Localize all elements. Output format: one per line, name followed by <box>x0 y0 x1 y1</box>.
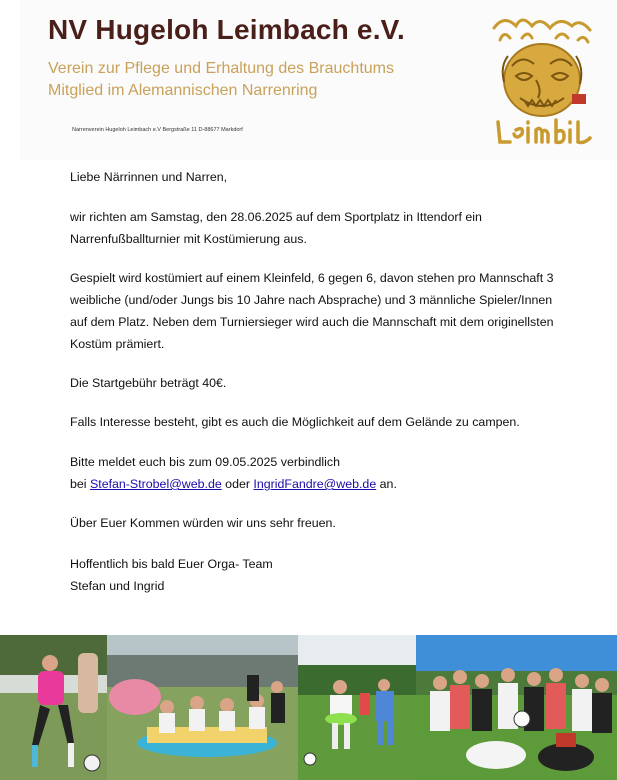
greeting: Liebe Närrinnen und Narren, <box>70 170 228 184</box>
closing-line-1: Hoffentlich bis bald Euer Orga- Team <box>70 557 273 571</box>
paragraph-registration-2 <box>70 473 570 495</box>
photo-team-boat <box>107 635 298 780</box>
closing-line-2: Stefan und Ingrid <box>70 579 165 593</box>
paragraph-registration-1: Bitte meldet euch bis zum 09.05.2025 verbindlich <box>70 455 340 469</box>
photo-4 <box>416 635 617 780</box>
photo-2 <box>107 635 298 780</box>
mask-logo-icon <box>486 10 606 150</box>
paragraph-date: wir richten am Samstag, den 28.06.2025 auf dem Sportplatz in Ittendorf ein Narrenfußballturnier mit Kostümierung aus. <box>70 210 482 246</box>
tagline-1: Verein zur Pflege und Erhaltung des Brauchtums <box>48 60 394 77</box>
bei-text: bei <box>70 477 90 491</box>
photo-1 <box>0 635 107 780</box>
paragraph-camping: Falls Interesse besteht, gibt es auch die Möglichkeit auf dem Gelände zu campen. <box>70 415 520 429</box>
email-link-ingrid[interactable]: IngridFandre@web.de <box>253 477 377 491</box>
sender-address: Narrenverein Hugeloh Leimbach e.V Bergstraße 11 D-88677 Markdorf <box>72 127 243 133</box>
paragraph-fee: Die Startgebühr beträgt 40€. <box>70 376 227 390</box>
club-logo <box>486 10 606 150</box>
an-text: an. <box>376 477 397 491</box>
photo-player-running <box>0 635 107 780</box>
paragraph-rules: Gespielt wird kostümiert auf einem Kleinfeld, 6 gegen 6, davon stehen pro Mannschaft 3 weibliche (und/oder Jungs bis 10 Jahre nach Absprache) und 3 männliche Spieler/Innen auf dem Platz. Neben dem Turniersieger wird auch die Mannschaft mit dem originellsten Kostüm prämiert. <box>70 271 554 351</box>
oder-text: oder <box>221 477 254 491</box>
email-link-stefan[interactable]: Stefan-Strobel@web.de <box>89 477 222 491</box>
photo-match-scene <box>298 635 416 780</box>
paragraph-thanks: Über Euer Kommen würden wir uns sehr freuen. <box>70 516 336 530</box>
photo-strip <box>0 635 617 780</box>
tagline-2: Mitglied im Alemannischen Narrenring <box>48 82 318 99</box>
org-name: NV Hugeloh Leimbach e.V. <box>48 14 405 45</box>
letterhead <box>20 0 617 160</box>
photo-group-picture <box>416 635 617 780</box>
photo-3 <box>298 635 416 780</box>
